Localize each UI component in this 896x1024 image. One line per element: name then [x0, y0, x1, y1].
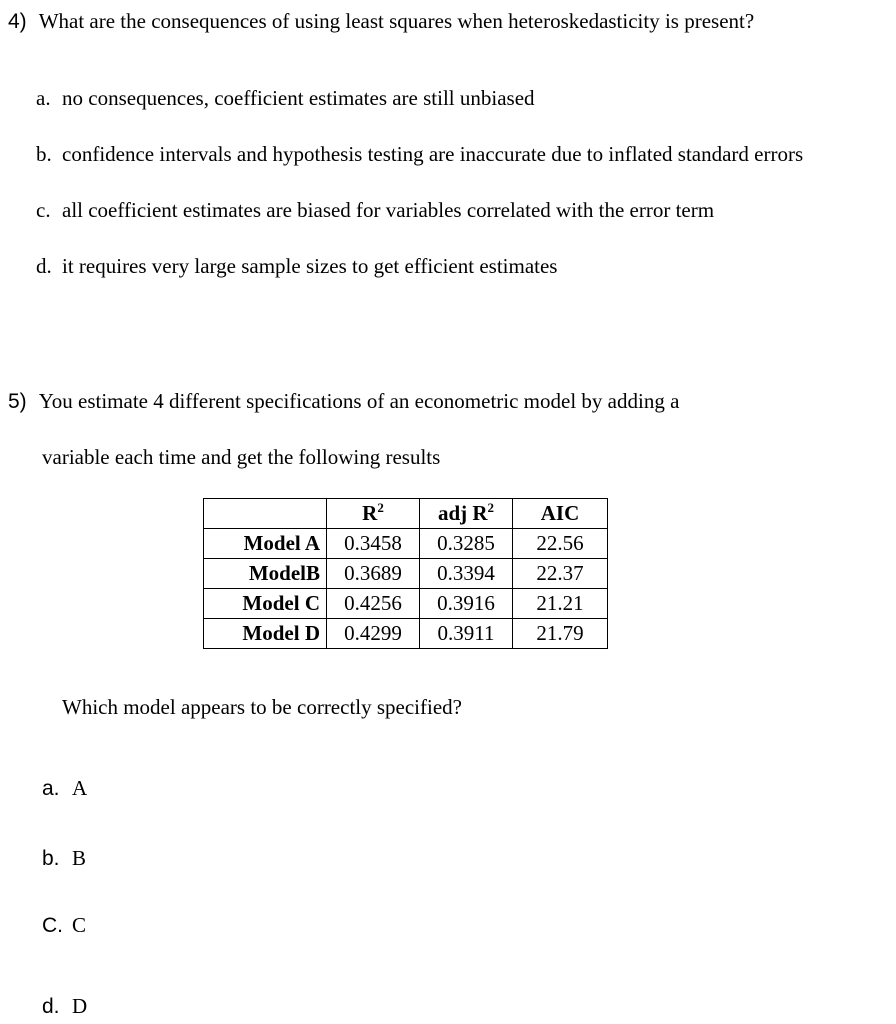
aic-value: 21.79: [513, 619, 608, 649]
table-row: [204, 619, 608, 649]
results-table: [203, 498, 608, 649]
question-text: What are the consequences of using least squares when heteroskedasticity is present?: [38, 9, 755, 33]
option-text: all coefficient estimates are biased for variables correlated with the error term: [62, 198, 715, 222]
r2-value: 0.4256: [327, 589, 420, 619]
option-letter: b.: [36, 142, 52, 166]
aic-value: 22.56: [513, 529, 608, 559]
option-letter: b.: [42, 847, 60, 870]
option-letter: a.: [36, 86, 51, 110]
option-text: confidence intervals and hypothesis testing are inaccurate due to inflated standard errors: [62, 142, 804, 166]
header-aic: AIC: [513, 499, 608, 529]
q4-option-c[interactable]: [36, 198, 714, 223]
r2-value: 0.4299: [327, 619, 420, 649]
question-prompt: Which model appears to be correctly specified?: [62, 695, 462, 719]
model-name: Model A: [204, 529, 327, 559]
option-text: C: [72, 913, 87, 937]
question-text-line2: variable each time and get the following results: [42, 445, 441, 469]
table-row: [204, 529, 608, 559]
header-adj-r2: adj $R^2$: [420, 499, 513, 529]
question-5: [8, 389, 679, 414]
adj-r2-value: 0.3911: [420, 619, 513, 649]
q4-option-d[interactable]: [36, 254, 557, 279]
header-blank: [204, 499, 327, 529]
r2-value: 0.3689: [327, 559, 420, 589]
model-name: Model C: [204, 589, 327, 619]
adj-r2-value: 0.3394: [420, 559, 513, 589]
question-4: [8, 9, 754, 34]
model-name: ModelB: [204, 559, 327, 589]
table-header-row: [204, 499, 608, 529]
option-text: A: [72, 776, 88, 800]
option-letter: c.: [36, 198, 51, 222]
option-letter: a.: [42, 777, 60, 800]
q4-option-a[interactable]: [36, 86, 535, 111]
question-number: 4): [8, 10, 27, 33]
r2-value: 0.3458: [327, 529, 420, 559]
q5-option-a[interactable]: [42, 776, 87, 801]
option-text: it requires very large sample sizes to get efficient estimates: [62, 254, 558, 278]
adj-r2-value: 0.3285: [420, 529, 513, 559]
option-letter: d.: [42, 995, 60, 1018]
aic-value: 21.21: [513, 589, 608, 619]
model-name: Model D: [204, 619, 327, 649]
option-letter: C.: [42, 914, 63, 937]
aic-value: 22.37: [513, 559, 608, 589]
q5-option-c[interactable]: [42, 913, 86, 938]
option-text: B: [72, 846, 87, 870]
option-text: no consequences, coefficient estimates are still unbiased: [62, 86, 535, 110]
option-letter: d.: [36, 254, 52, 278]
option-text: D: [72, 994, 88, 1018]
table-row: [204, 559, 608, 589]
table-row: [204, 589, 608, 619]
header-r2: $R^2$: [327, 499, 420, 529]
question-number: 5): [8, 390, 27, 413]
q5-option-b[interactable]: [42, 846, 86, 871]
q4-option-b[interactable]: [36, 142, 803, 167]
question-text-line1: You estimate 4 different specifications of an econometric model by adding a: [38, 389, 680, 413]
adj-r2-value: 0.3916: [420, 589, 513, 619]
q5-option-d[interactable]: [42, 994, 87, 1019]
